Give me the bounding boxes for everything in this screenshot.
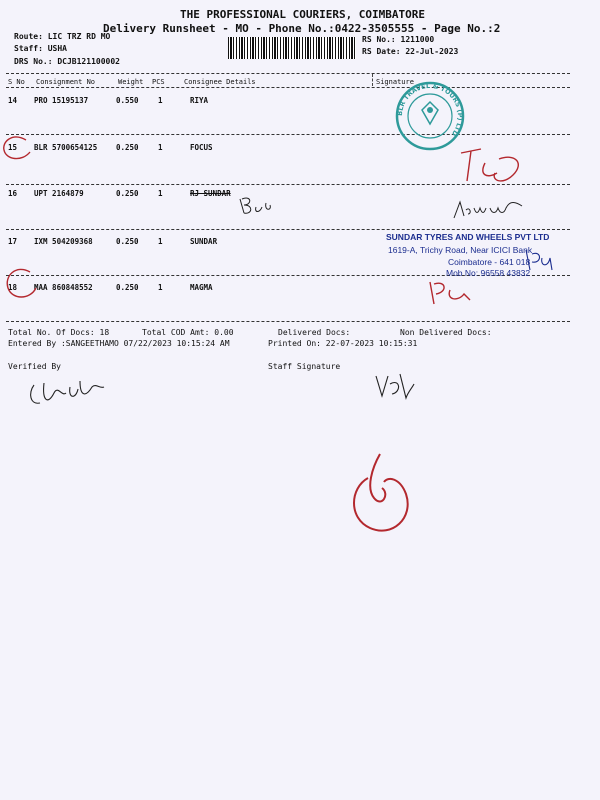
blue-signature-row-17: [520, 244, 556, 274]
verified-by-label: Verified By: [8, 362, 61, 371]
row-pcs: 1: [158, 237, 163, 246]
drs-number: DRS No.: DCJB121100002: [14, 57, 120, 66]
row-sno: 18: [8, 283, 18, 292]
red-scribble-mark: [344, 448, 416, 538]
table-top-rule: [6, 73, 570, 74]
row-weight: 0.250: [116, 237, 139, 246]
row-sno: 16: [8, 189, 18, 198]
red-circle-mark-15: [0, 134, 36, 164]
row-pcs: 1: [158, 189, 163, 198]
row-consignee: RIYA: [190, 96, 209, 105]
row-consignee: RJ SUNDAR: [190, 189, 231, 198]
col-weight: Weight: [118, 78, 144, 86]
delivered-docs: Delivered Docs:: [278, 328, 351, 337]
row-consignment: PRO 15195137: [34, 96, 89, 105]
barcode: [228, 37, 356, 59]
col-pcs: PCS: [152, 78, 165, 86]
company-title: THE PROFESSIONAL COURIERS, COIMBATORE: [180, 8, 426, 21]
total-docs: Total No. Of Docs: 18: [8, 328, 110, 337]
black-signature-verified: [26, 375, 108, 411]
row-consignment: BLR 5700654125: [34, 143, 98, 152]
rs-date: RS Date: 22-Jul-2023: [362, 47, 459, 56]
table-bottom-rule: [6, 321, 570, 322]
staff-label: Staff: USHA: [14, 44, 67, 53]
row-consignee: FOCUS: [190, 143, 213, 152]
entered-by: Entered By :SANGEETHAMO 07/22/2023 10:15:24 AM: [8, 339, 230, 348]
rs-number: RS No.: 1211000: [362, 35, 435, 44]
red-signature-row-15: [455, 145, 530, 195]
red-signature-row-18: [424, 278, 474, 308]
round-company-seal: [388, 80, 472, 152]
row-sno: 15: [8, 143, 18, 152]
row-sno: 14: [8, 96, 18, 105]
black-signature-staff: [372, 368, 416, 404]
row-consignment: MAA 860848552: [34, 283, 93, 292]
printed-on: Printed On: 22-07-2023 10:15:31: [268, 339, 418, 348]
row-pcs: 1: [158, 143, 163, 152]
row-weight: 0.250: [116, 143, 139, 152]
company-stamp-city: Coimbatore - 641 018: [448, 257, 531, 267]
row-weight: 0.250: [116, 189, 139, 198]
row-consignment: IXM 504209368: [34, 237, 93, 246]
table-header-rule: [6, 87, 570, 88]
staff-signature-label: Staff Signature: [268, 362, 341, 371]
col-sno: S No: [8, 78, 25, 86]
row-weight: 0.250: [116, 283, 139, 292]
row-consignment: UPT 2164879: [34, 189, 84, 198]
company-stamp-mobile: Mob No: 96558 43832: [446, 268, 531, 278]
row-consignee: MAGMA: [190, 283, 213, 292]
black-signature-row-16: [236, 193, 276, 217]
row-rule: [6, 229, 570, 230]
col-consignee: Consignee Details: [184, 78, 256, 86]
row-sno: 17: [8, 237, 18, 246]
row-rule: [6, 134, 570, 135]
non-delivered-docs: Non Delivered Docs:: [400, 328, 492, 337]
company-stamp-address: 1619-A, Trichy Road, Near ICICI Bank: [388, 245, 533, 255]
runsheet-subtitle: Delivery Runsheet - MO - Phone No.:0422-3505555 - Page No.:2: [103, 22, 501, 35]
row-consignee: SUNDAR: [190, 237, 218, 246]
col-consignment: Consignment No: [36, 78, 96, 86]
total-cod: Total COD Amt: 0.00: [142, 328, 234, 337]
route-label: Route: LIC TRZ RD MO: [14, 32, 111, 41]
row-weight: 0.550: [116, 96, 139, 105]
svg-text:BLR TRAVEL & TOURS (P) LTD: BLR TRAVEL & TOURS (P) LTD: [395, 81, 465, 138]
row-pcs: 1: [158, 96, 163, 105]
red-circle-mark-18: [2, 266, 42, 306]
row-pcs: 1: [158, 283, 163, 292]
company-stamp-name: SUNDAR TYRES AND WHEELS PVT LTD: [386, 232, 550, 242]
black-signature-row-17: [450, 196, 528, 226]
col-signature: Signature: [376, 78, 414, 86]
signature-column-divider: [372, 74, 373, 86]
